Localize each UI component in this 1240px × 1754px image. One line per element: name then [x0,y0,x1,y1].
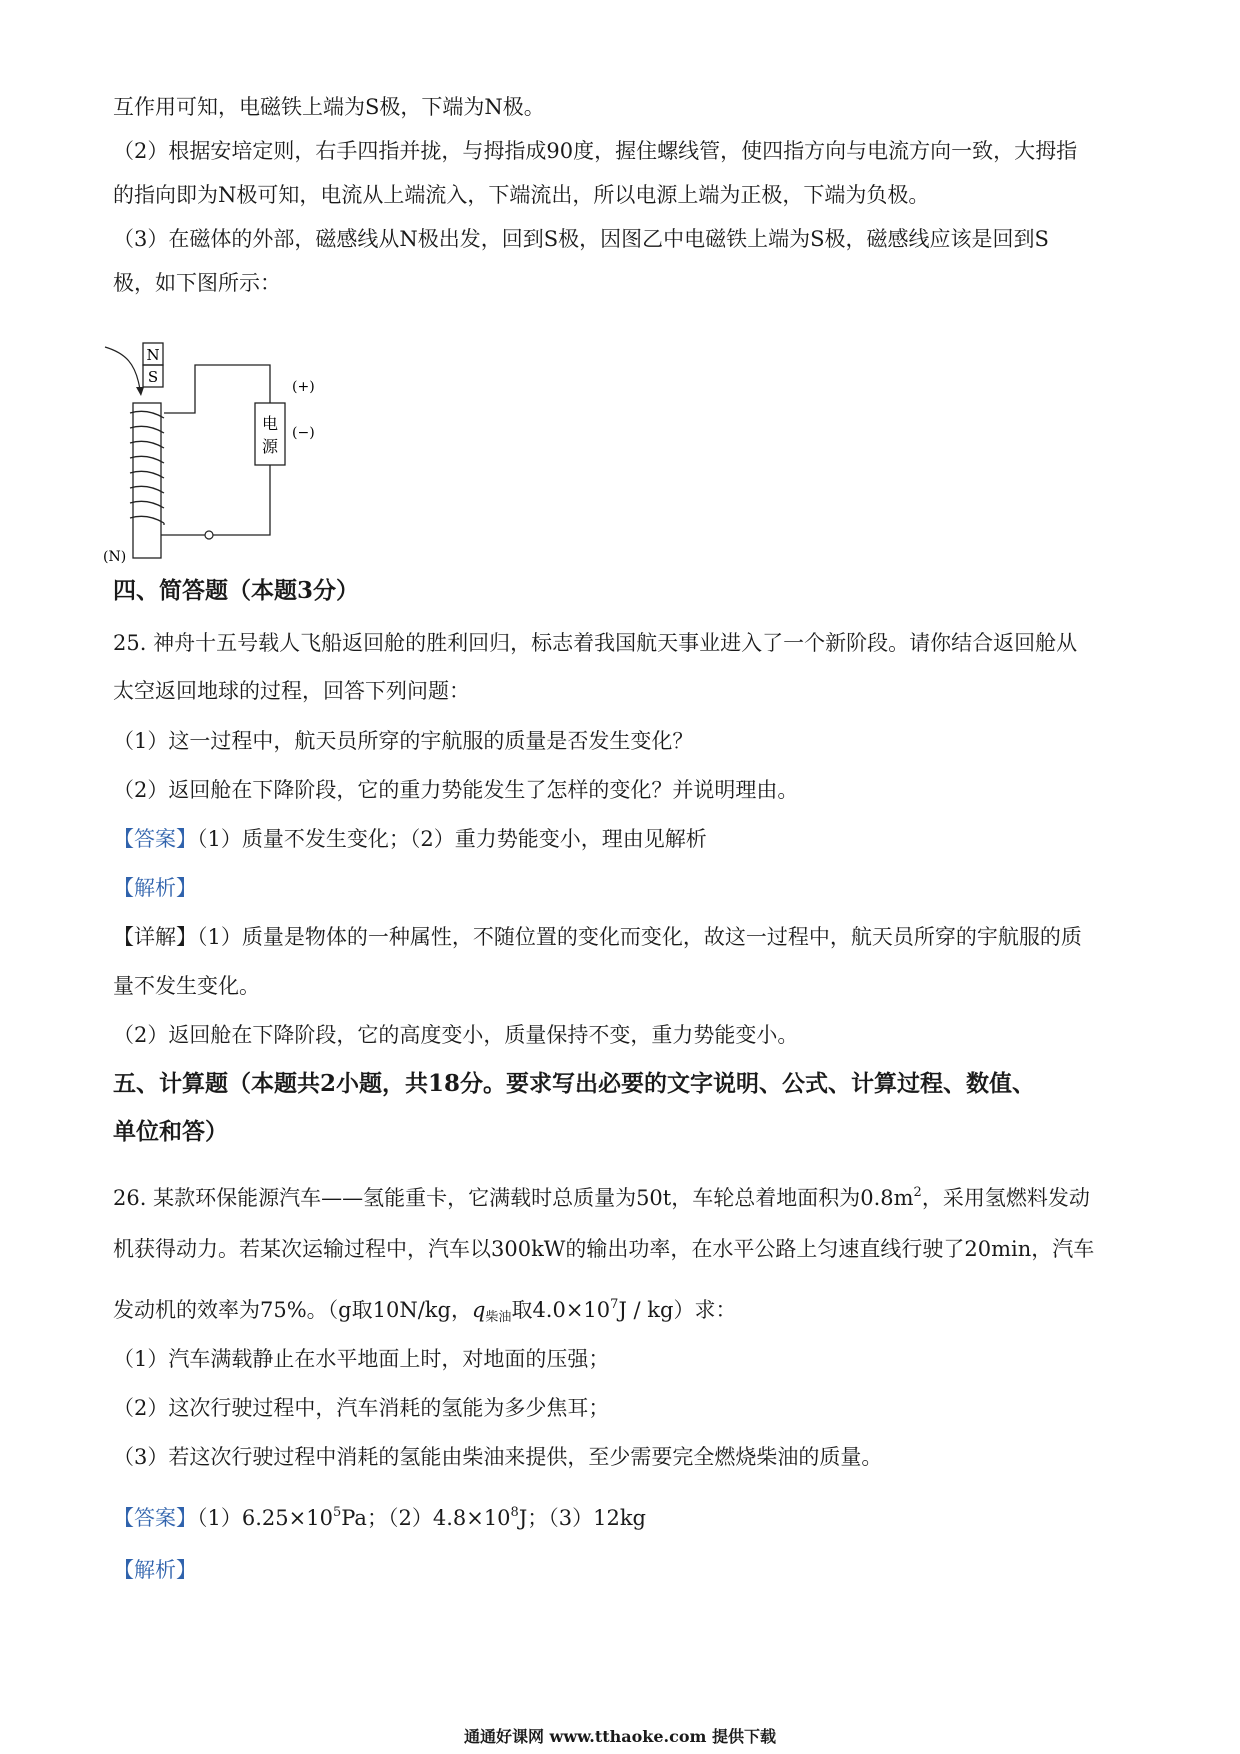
q26-stem-line3 [113,1290,736,1333]
q26-ans-part1-label: （1） [197,1506,242,1530]
q25-stem-line1: 25. 神舟十五号载人飞船返回舱的胜利回归，标志着我国航天事业进入了一个新阶段。请你结合返回舱从 [113,631,1078,655]
bottom-wire-right [213,465,270,535]
q26-ans-part3: ；（3）12kg [527,1506,647,1530]
q26-ans-pressure: 6.25×10 [241,1506,333,1530]
analysis-tag: 【解析】 [113,1558,197,1582]
q26-heat-exponent: 7 [610,1297,619,1312]
answer-part2-line1: （2）根据安培定则，右手四指并拢，与拇指成90度，握住螺线管，使四指方向与电流方向一致，大拇指 [113,139,1078,163]
section-4-heading: 四、简答题（本题3分） [113,577,360,604]
magnet-n-label: N [146,346,160,364]
section-5-heading-line2: 单位和答） [113,1118,228,1145]
q26-text-3e: ）求： [673,1298,737,1322]
q26-text-3b: 取 [511,1298,533,1322]
answer-part2-line2: 的指向即为N极可知，电流从上端流入，下端流出，所以电源上端为正极，下端为负极。 [113,183,930,207]
q26-stem-line2: 机获得动力。若某次运输过程中，汽车以300kW的输出功率，在水平公路上匀速直线行驶了20min，汽车 [113,1237,1095,1261]
coil-bottom-pole-label: (N) [103,549,127,565]
q26-symbol-sub: 柴油 [485,1310,512,1325]
q26-area-exponent: 2 [913,1185,922,1200]
answer-text: （1）质量不发生变化；（2）重力势能变小，理由见解析 [197,827,707,851]
q25-detail-line1 [113,922,1082,952]
negative-terminal-label: (−) [292,425,315,441]
q26-subquestion-2: （2）这次行驶过程中，汽车消耗的氢能为多少焦耳； [113,1396,610,1420]
q26-area-value: 0.8m [860,1186,914,1210]
answer-part3-line2: 极，如下图所示： [113,271,281,295]
q26-ans-pressure-exponent: 5 [332,1505,342,1520]
analysis-tag: 【解析】 [113,876,197,900]
answer-tag: 【答案】 [113,1506,197,1530]
q26-symbol-q: q [471,1298,486,1322]
q25-analysis [113,873,197,903]
power-supply-label-1: 电 [261,414,279,433]
answer-part3-line1: （3）在磁体的外部，磁感线从N极出发，回到S极，因图乙中电磁铁上端为S极，磁感线应该是回到S [113,227,1049,251]
positive-terminal-label: (+) [292,379,315,395]
top-wire [164,365,270,413]
answer-continuation-line: 互作用可知，电磁铁上端为S极，下端为N极。 [113,95,545,119]
q26-text-1c: ，采用氢燃料发动 [921,1186,1090,1210]
switch-contact [205,531,213,539]
q26-ans-energy-exponent: 8 [510,1505,519,1520]
q26-heat-value: 4.0×10 [532,1298,611,1322]
q25-stem-line2: 太空返回地球的过程，回答下列问题： [113,679,470,703]
field-line [105,347,140,390]
power-supply-label-2: 源 [261,437,279,456]
q26-ans-energy-unit: J [518,1506,528,1530]
field-line-arrowhead [136,387,144,396]
q25-answer [113,824,707,854]
q25-detail-line2: 量不发生变化。 [113,974,260,998]
q25-detail-line3: （2）返回舱在下降阶段，它的高度变小，质量保持不变，重力势能变小。 [113,1023,799,1047]
q26-analysis [113,1555,197,1585]
q26-stem-line1 [113,1178,1090,1213]
q26-answer [113,1498,646,1533]
q26-subquestion-1: （1）汽车满载静止在水平地面上时，对地面的压强； [113,1347,610,1371]
section-5-heading-line1: 五、计算题（本题共2小题，共18分。要求写出必要的文字说明、公式、计算过程、数值、 [113,1070,1036,1097]
q26-subquestion-3: （3）若这次行驶过程中消耗的氢能由柴油来提供，至少需要完全燃烧柴油的质量。 [113,1445,883,1469]
detail-text: （1）质量是物体的一种属性，不随位置的变化而变化，故这一过程中，航天员所穿的宇航服的质 [197,925,1082,949]
electromagnet-figure [100,335,360,565]
answer-tag: 【答案】 [113,827,197,851]
q26-text-3a: 发动机的效率为75%。（g取10N/kg， [113,1298,472,1322]
q25-subquestion-2: （2）返回舱在下降阶段，它的重力势能发生了怎样的变化？并说明理由。 [113,778,799,802]
q26-ans-part2-label: ；（2） [366,1506,433,1530]
q26-ans-pressure-unit: Pa [341,1506,367,1530]
q26-ans-energy: 4.8×10 [432,1506,511,1530]
q26-text-1a: 26. 某款环保能源汽车——氢能重卡，它满载时总质量为50t，车轮总着地面积为 [113,1186,861,1210]
detail-tag: 【详解】 [113,925,197,949]
page-footer: 通通好课网 www.tthaoke.com 提供下载 [463,1727,777,1746]
magnet-s-label: S [147,368,159,386]
q26-heat-unit: J / kg [618,1298,674,1322]
q25-subquestion-1: （1）这一过程中，航天员所穿的宇航服的质量是否发生变化？ [113,729,694,753]
